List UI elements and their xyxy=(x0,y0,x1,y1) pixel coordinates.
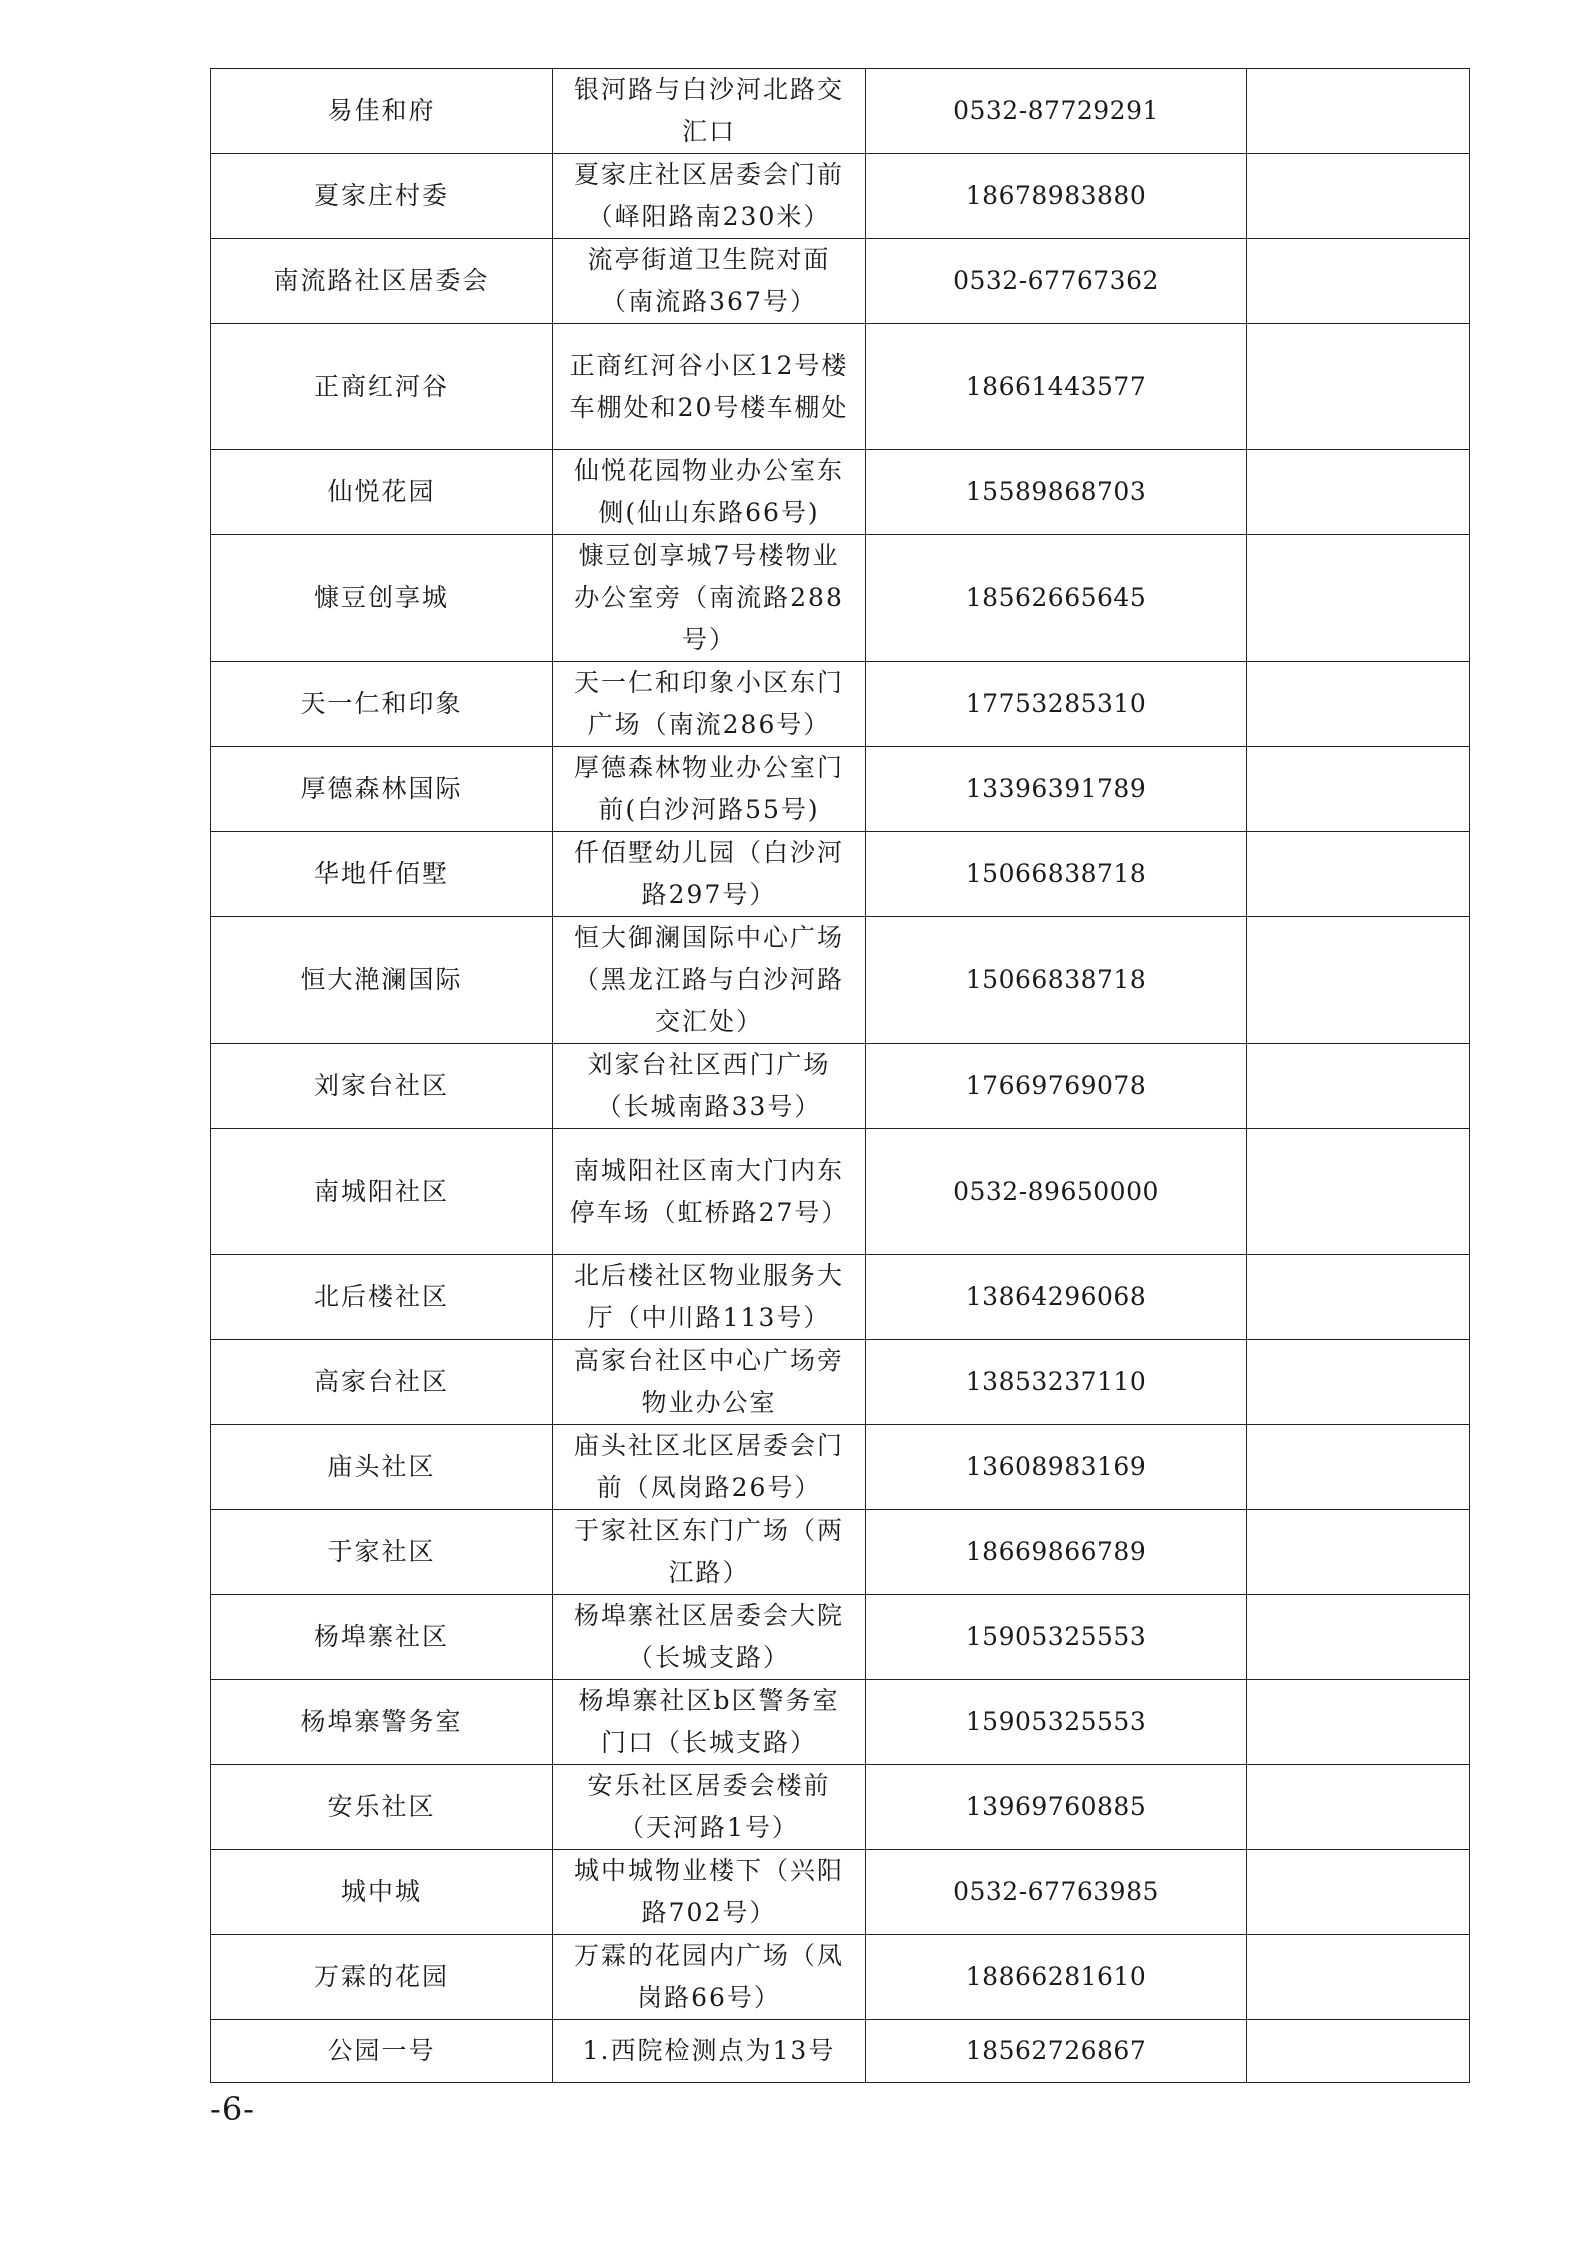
site-name-cell: 公园一号 xyxy=(211,2020,553,2083)
site-phone-cell: 17669769078 xyxy=(866,1044,1247,1129)
site-note-cell xyxy=(1247,662,1470,747)
page-number: -6- xyxy=(210,2090,255,2128)
table-row xyxy=(211,1425,1470,1510)
site-address-cell: 仟佰墅幼儿园（白沙河路297号） xyxy=(553,832,866,917)
site-note-cell xyxy=(1247,1255,1470,1340)
site-address-cell: 杨埠寨社区b区警务室门口（长城支路） xyxy=(553,1680,866,1765)
site-address-cell: 万霖的花园内广场（凤岗路66号） xyxy=(553,1935,866,2020)
site-name-cell: 杨埠寨警务室 xyxy=(211,1680,553,1765)
table-row xyxy=(211,1595,1470,1680)
site-name-cell: 刘家台社区 xyxy=(211,1044,553,1129)
site-note-cell xyxy=(1247,1510,1470,1595)
site-phone-cell: 17753285310 xyxy=(866,662,1247,747)
table-row xyxy=(211,1935,1470,2020)
table-row xyxy=(211,324,1470,450)
site-note-cell xyxy=(1247,2020,1470,2083)
site-phone-cell: 15589868703 xyxy=(866,450,1247,535)
site-note-cell xyxy=(1247,154,1470,239)
site-phone-cell: 13608983169 xyxy=(866,1425,1247,1510)
site-name-cell: 南流路社区居委会 xyxy=(211,239,553,324)
table-row xyxy=(211,1129,1470,1255)
site-name-cell: 慷豆创享城 xyxy=(211,535,553,662)
site-address-cell: 庙头社区北区居委会门前（凤岗路26号） xyxy=(553,1425,866,1510)
site-phone-cell: 0532-67767362 xyxy=(866,239,1247,324)
site-note-cell xyxy=(1247,1850,1470,1935)
table-row xyxy=(211,154,1470,239)
site-address-cell: 夏家庄社区居委会门前（峄阳路南230米） xyxy=(553,154,866,239)
site-name-cell: 正商红河谷 xyxy=(211,324,553,450)
site-address-cell: 高家台社区中心广场旁物业办公室 xyxy=(553,1340,866,1425)
table-row xyxy=(211,450,1470,535)
site-phone-cell: 15066838718 xyxy=(866,832,1247,917)
site-address-cell: 1.西院检测点为13号 xyxy=(553,2020,866,2083)
site-name-cell: 北后楼社区 xyxy=(211,1255,553,1340)
site-address-cell: 安乐社区居委会楼前（天河路1号） xyxy=(553,1765,866,1850)
site-address-cell: 恒大御澜国际中心广场（黑龙江路与白沙河路交汇处） xyxy=(553,917,866,1044)
site-address-cell: 刘家台社区西门广场（长城南路33号） xyxy=(553,1044,866,1129)
site-note-cell xyxy=(1247,832,1470,917)
site-name-cell: 天一仁和印象 xyxy=(211,662,553,747)
site-phone-cell: 18669866789 xyxy=(866,1510,1247,1595)
site-address-cell: 厚德森林物业办公室门前(白沙河路55号) xyxy=(553,747,866,832)
site-name-cell: 万霖的花园 xyxy=(211,1935,553,2020)
site-note-cell xyxy=(1247,239,1470,324)
site-note-cell xyxy=(1247,450,1470,535)
site-note-cell xyxy=(1247,1340,1470,1425)
site-note-cell xyxy=(1247,1425,1470,1510)
table-row xyxy=(211,1765,1470,1850)
site-phone-cell: 18562726867 xyxy=(866,2020,1247,2083)
table-row xyxy=(211,2020,1470,2083)
site-note-cell xyxy=(1247,1935,1470,2020)
site-address-cell: 天一仁和印象小区东门广场（南流286号） xyxy=(553,662,866,747)
testing-site-table xyxy=(210,68,1470,2083)
site-address-cell: 城中城物业楼下（兴阳路702号） xyxy=(553,1850,866,1935)
site-phone-cell: 0532-87729291 xyxy=(866,69,1247,154)
site-phone-cell: 0532-89650000 xyxy=(866,1129,1247,1255)
table-row xyxy=(211,69,1470,154)
site-note-cell xyxy=(1247,1595,1470,1680)
site-phone-cell: 15905325553 xyxy=(866,1595,1247,1680)
site-address-cell: 银河路与白沙河北路交汇口 xyxy=(553,69,866,154)
site-phone-cell: 18661443577 xyxy=(866,324,1247,450)
site-phone-cell: 13864296068 xyxy=(866,1255,1247,1340)
site-phone-cell: 18562665645 xyxy=(866,535,1247,662)
site-phone-cell: 15066838718 xyxy=(866,917,1247,1044)
site-phone-cell: 18678983880 xyxy=(866,154,1247,239)
site-note-cell xyxy=(1247,535,1470,662)
site-name-cell: 南城阳社区 xyxy=(211,1129,553,1255)
table-row xyxy=(211,1510,1470,1595)
site-note-cell xyxy=(1247,1765,1470,1850)
site-note-cell xyxy=(1247,69,1470,154)
site-name-cell: 厚德森林国际 xyxy=(211,747,553,832)
site-name-cell: 易佳和府 xyxy=(211,69,553,154)
site-phone-cell: 13853237110 xyxy=(866,1340,1247,1425)
site-name-cell: 高家台社区 xyxy=(211,1340,553,1425)
table-row xyxy=(211,1680,1470,1765)
table-row xyxy=(211,239,1470,324)
site-note-cell xyxy=(1247,747,1470,832)
site-name-cell: 安乐社区 xyxy=(211,1765,553,1850)
site-name-cell: 华地仟佰墅 xyxy=(211,832,553,917)
site-phone-cell: 13969760885 xyxy=(866,1765,1247,1850)
site-phone-cell: 15905325553 xyxy=(866,1680,1247,1765)
site-address-cell: 仙悦花园物业办公室东侧(仙山东路66号) xyxy=(553,450,866,535)
site-phone-cell: 18866281610 xyxy=(866,1935,1247,2020)
site-phone-cell: 0532-67763985 xyxy=(866,1850,1247,1935)
table-row xyxy=(211,1044,1470,1129)
site-address-cell: 慷豆创享城7号楼物业办公室旁（南流路288号） xyxy=(553,535,866,662)
site-address-cell: 南城阳社区南大门内东停车场（虹桥路27号） xyxy=(553,1129,866,1255)
site-note-cell xyxy=(1247,1044,1470,1129)
table-row xyxy=(211,1255,1470,1340)
table-row xyxy=(211,747,1470,832)
table-row xyxy=(211,662,1470,747)
table-row xyxy=(211,832,1470,917)
site-note-cell xyxy=(1247,917,1470,1044)
site-phone-cell: 13396391789 xyxy=(866,747,1247,832)
table-row xyxy=(211,535,1470,662)
site-note-cell xyxy=(1247,1680,1470,1765)
site-name-cell: 城中城 xyxy=(211,1850,553,1935)
site-address-cell: 北后楼社区物业服务大厅（中川路113号） xyxy=(553,1255,866,1340)
site-name-cell: 恒大滟澜国际 xyxy=(211,917,553,1044)
site-name-cell: 庙头社区 xyxy=(211,1425,553,1510)
site-note-cell xyxy=(1247,1129,1470,1255)
site-name-cell: 杨埠寨社区 xyxy=(211,1595,553,1680)
table-row xyxy=(211,1340,1470,1425)
site-address-cell: 杨埠寨社区居委会大院（长城支路） xyxy=(553,1595,866,1680)
site-address-cell: 正商红河谷小区12号楼车棚处和20号楼车棚处 xyxy=(553,324,866,450)
site-address-cell: 于家社区东门广场（两江路） xyxy=(553,1510,866,1595)
site-address-cell: 流亭街道卫生院对面（南流路367号） xyxy=(553,239,866,324)
site-note-cell xyxy=(1247,324,1470,450)
table-body xyxy=(211,69,1470,2083)
site-name-cell: 于家社区 xyxy=(211,1510,553,1595)
table-row xyxy=(211,917,1470,1044)
table-row xyxy=(211,1850,1470,1935)
site-name-cell: 仙悦花园 xyxy=(211,450,553,535)
site-name-cell: 夏家庄村委 xyxy=(211,154,553,239)
